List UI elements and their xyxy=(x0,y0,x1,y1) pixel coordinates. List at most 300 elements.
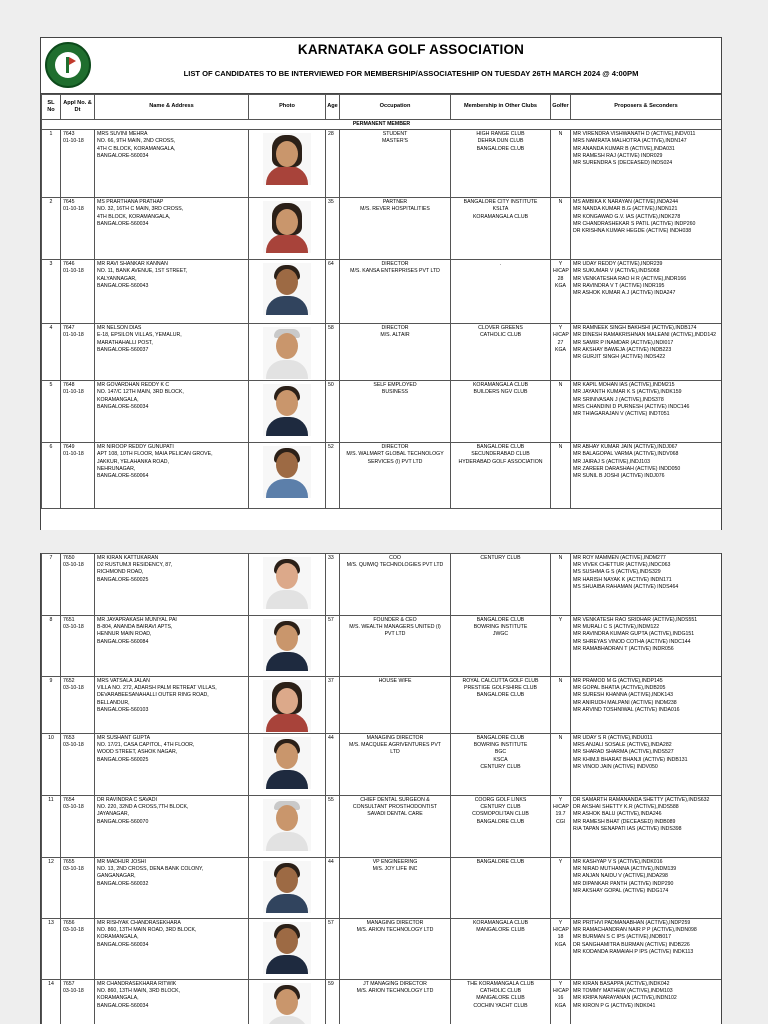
name-address-cell xyxy=(95,796,249,858)
occupation-line: M/S. ALTAIR xyxy=(380,332,410,339)
age-cell: 52 xyxy=(326,443,340,509)
application-number: 7647 xyxy=(63,325,75,332)
proposers-cell xyxy=(571,858,722,919)
occupation-cell xyxy=(340,677,451,734)
proposer-line: MR KHIMJI BHARAT BHANJI (ACTIVE) INDB131 xyxy=(573,756,688,763)
column-header: Appl No. & Dt xyxy=(61,95,95,120)
proposer-line: MR ASHOK KUMAR A.J (ACTIVE) INDA247 xyxy=(573,290,676,297)
proposer-line: MR ASHOK BALU (ACTIVE),INDA246 xyxy=(573,811,662,818)
proposers-cell xyxy=(571,734,722,796)
address-line: BANGALORE-560070 xyxy=(97,818,149,825)
serial-number-cell: 8 xyxy=(42,616,61,677)
club-line: COORG GOLF LINKS xyxy=(474,797,527,803)
photo-cell xyxy=(249,324,326,381)
section-title: PERMANENT MEMBER xyxy=(42,120,722,130)
occupation-cell xyxy=(340,919,451,980)
golfer-line: KGA xyxy=(555,346,566,353)
proposer-line: MR NANDA KUMAR B.G (ACTIVE),INDN121 xyxy=(573,206,678,213)
occupation-cell xyxy=(340,130,451,198)
name-address-cell xyxy=(95,198,249,260)
proposers-cell xyxy=(571,919,722,980)
application-number: 7653 xyxy=(63,735,75,741)
address-line: BELLANDUR, xyxy=(97,699,130,706)
golfer-line: CGl xyxy=(556,818,565,825)
application-number: 7649 xyxy=(63,444,75,451)
application-date: 01-10-18 xyxy=(63,268,84,275)
photo-cell xyxy=(249,260,326,324)
golfer-line: 16 xyxy=(557,995,564,1002)
application-number: 7652 xyxy=(63,678,75,684)
proposer-line: MR GOPAL BHATIA (ACTIVE),INDB205 xyxy=(573,685,666,692)
address-line: 4TH C BLOCK, KORAMANGALA, xyxy=(97,145,176,152)
address-line: BANGALORE-560064 xyxy=(97,473,149,480)
photo-cell xyxy=(249,858,326,919)
other-clubs-cell xyxy=(451,796,551,858)
golfer-cell xyxy=(551,554,571,616)
other-clubs-cell xyxy=(451,919,551,980)
address-line: MR GOVARDHAN REDDY K C xyxy=(97,382,170,389)
table-row xyxy=(42,677,722,734)
proposer-line: MR GURJIT SINGH (ACTIVE) INDS422 xyxy=(573,354,666,361)
address-line: KORAMANGALA, xyxy=(97,934,139,941)
golfer-cell xyxy=(551,130,571,198)
club-line: KSLTA xyxy=(492,206,509,213)
name-address-cell xyxy=(95,919,249,980)
address-line: JAKKUR, YELAHANKA ROAD, xyxy=(97,458,169,465)
address-line: BANGALORE-560025 xyxy=(97,576,149,583)
golfer-line: Y xyxy=(558,325,563,332)
occupation-cell xyxy=(340,443,451,509)
golfer-line: Y xyxy=(558,261,563,268)
golfer-line: H/CAP xyxy=(553,927,569,934)
proposer-line: MR KONGAWAD G.V. IAS (ACTIVE),INDK278 xyxy=(573,213,681,220)
address-line: MR RISHYAK CHANDRASEKHARA xyxy=(97,920,181,926)
candidate-photo xyxy=(263,557,311,609)
proposer-line: MR THIAGARAJAN V (ACTIVE) INDT051 xyxy=(573,411,670,418)
table-row xyxy=(42,554,722,616)
golfer-cell xyxy=(551,324,571,381)
occupation-line: COO xyxy=(389,555,401,561)
application-cell xyxy=(61,324,95,381)
proposers-cell xyxy=(571,260,722,324)
photo-cell xyxy=(249,796,326,858)
golfer-line: Y xyxy=(558,859,563,865)
occupation-line: SAVADI DENTAL CARE xyxy=(367,811,423,818)
application-number: 7657 xyxy=(63,981,75,987)
proposer-line: MR VENKATESH RAO SRIDHAR (ACTIVE),INDS551 xyxy=(573,617,698,623)
proposer-line: MR SRINIVASAN J (ACTIVE),INDS378 xyxy=(573,396,664,403)
address-line: NEHRUNAGAR, xyxy=(97,465,136,472)
address-line: BANGALORE-560034 xyxy=(97,403,149,410)
golfer-cell xyxy=(551,616,571,677)
occupation-line: M/S. JOY LIFE INC xyxy=(372,866,418,873)
club-line: CENTURY CLUB xyxy=(480,555,521,561)
candidate-photo xyxy=(263,133,311,185)
candidate-photo xyxy=(263,983,311,1024)
name-address-cell xyxy=(95,443,249,509)
club-line: HIGH RANGE CLUB xyxy=(476,131,525,138)
candidates-table-continued xyxy=(41,553,722,1024)
golfer-cell xyxy=(551,677,571,734)
candidate-photo xyxy=(263,327,311,379)
table-row xyxy=(42,796,722,858)
serial-number-cell: 9 xyxy=(42,677,61,734)
proposer-line: MR UDAY S R (ACTIVE),INDU011 xyxy=(573,735,653,741)
age-cell: 28 xyxy=(326,130,340,198)
age-cell: 44 xyxy=(326,734,340,796)
other-clubs-cell xyxy=(451,734,551,796)
other-clubs-cell xyxy=(451,260,551,324)
name-address-cell xyxy=(95,554,249,616)
proposers-cell xyxy=(571,130,722,198)
application-cell xyxy=(61,796,95,858)
address-line: GANGANAGAR, xyxy=(97,873,136,880)
club-line: BANGALORE CLUB xyxy=(476,444,525,451)
column-header: Name & Address xyxy=(95,95,249,120)
proposer-line: MR DINESH RAMAKRISHNAN MALEANI (ACTIVE),INDD142 xyxy=(573,332,716,339)
name-address-cell xyxy=(95,980,249,1024)
proposers-cell xyxy=(571,198,722,260)
proposer-line: MRS CHANDINI D PURNESH (ACTIVE) INDC146 xyxy=(573,403,690,410)
address-line: MR MADHUR JOSHI xyxy=(97,859,146,865)
candidates-table xyxy=(41,94,722,509)
serial-number-cell: 14 xyxy=(42,980,61,1024)
proposer-line: MR VIVEK CHETTUR (ACTIVE),INDC063 xyxy=(573,562,671,569)
proposer-line: MR ANIRUDH MALPANI (ACTIVE) INDM238 xyxy=(573,699,677,706)
golfer-cell xyxy=(551,734,571,796)
address-line: APT 108, 10TH FLOOR, MAIA PELICAN GROVE, xyxy=(97,451,213,458)
proposer-line: MR JAIRAJ S (ACTIVE),INDJ103 xyxy=(573,458,650,465)
age-cell: 33 xyxy=(326,554,340,616)
age-cell: 57 xyxy=(326,616,340,677)
address-line: E-18, EPSILON VILLAS, YEMALUR, xyxy=(97,332,182,339)
proposer-line: MR AKSHAY GOPAL (ACTIVE) INDG174 xyxy=(573,887,669,894)
application-number: 7650 xyxy=(63,555,75,561)
application-cell xyxy=(61,198,95,260)
application-date: 03-10-18 xyxy=(63,685,84,692)
application-date: 03-10-18 xyxy=(63,804,84,811)
application-cell xyxy=(61,919,95,980)
golfer-line: Y xyxy=(558,617,563,623)
golfer-line: KGA xyxy=(555,941,566,948)
proposer-line: DR AKSHAI SHETTY K.R (ACTIVE),INDS588 xyxy=(573,804,679,811)
golfer-line: 27 xyxy=(557,339,564,346)
section-row xyxy=(42,120,722,130)
other-clubs-cell xyxy=(451,616,551,677)
club-line: CATHOLIC CLUB xyxy=(479,988,522,995)
table-row xyxy=(42,198,722,260)
club-line: COSMOPOLITAN CLUB xyxy=(472,811,529,818)
column-header: SL No xyxy=(42,95,61,120)
occupation-line: CONSULTANT PROSTHODONTIST xyxy=(352,804,438,811)
proposer-line: MR PRITHVI PADMANABHAN (ACTIVE),INDP259 xyxy=(573,920,691,926)
club-line: DEHRA DUN CLUB xyxy=(477,138,524,145)
address-line: MRS VATSALA JALAN xyxy=(97,678,150,684)
proposer-line: MR BURMAN S C IPS (ACTIVE),INDB017 xyxy=(573,934,672,941)
proposer-line: MR SUNIL B JOSHI (ACTIVE) INDJ076 xyxy=(573,473,665,480)
proposer-line: MR VIRENDRA VISHWANATH D (ACTIVE),INDV011 xyxy=(573,131,696,138)
occupation-line: SERVICES (I) PVT LTD xyxy=(367,458,423,465)
occupation-line: MANAGING DIRECTOR xyxy=(366,920,424,926)
name-address-cell xyxy=(95,677,249,734)
page-title: KARNATAKA GOLF ASSOCIATION xyxy=(297,42,525,57)
age-cell: 58 xyxy=(326,324,340,381)
serial-number-cell: 6 xyxy=(42,443,61,509)
other-clubs-cell xyxy=(451,980,551,1024)
age-cell: 35 xyxy=(326,198,340,260)
club-line: BANGALORE CITY INSTITUTE xyxy=(463,199,538,206)
address-line: B-804, ANANDA BAIRAVI APTS, xyxy=(97,624,173,631)
club-line: KORAMANGALA CLUB xyxy=(472,382,529,389)
club-line: BOWRING INSTITUTE xyxy=(473,742,528,749)
proposer-line: MR SUKUMAR V (ACTIVE),INDS068 xyxy=(573,268,660,275)
age-cell: 44 xyxy=(326,858,340,919)
table-row xyxy=(42,443,722,509)
proposer-line: DR SANGHAMITRA BURMAN (ACTIVE) INDB226 xyxy=(573,941,690,948)
application-date: 03-10-18 xyxy=(63,866,84,873)
occupation-line: JT MANAGING DIRECTOR xyxy=(363,981,427,987)
proposers-cell xyxy=(571,443,722,509)
proposer-line: MS AMBIKA K NARAYAN (ACTIVE),INDA244 xyxy=(573,199,679,206)
proposer-line: MR ROY MAMMEN (ACTIVE),INDM277 xyxy=(573,555,666,561)
occupation-line: M/S. MACQUEE AGRIVENTURES PVT xyxy=(349,742,441,749)
other-clubs-cell xyxy=(451,858,551,919)
application-cell xyxy=(61,980,95,1024)
proposer-line: MR ZAREER DARASHAH (ACTIVE) INDD050 xyxy=(573,465,681,472)
photo-cell xyxy=(249,198,326,260)
application-number: 7645 xyxy=(63,199,75,206)
application-date: 01-10-18 xyxy=(63,138,84,145)
occupation-line: M/S. REVER HOSPITALITIES xyxy=(360,206,430,213)
address-line: BANGALORE-560043 xyxy=(97,282,149,289)
table-row xyxy=(42,381,722,443)
occupation-line: PVT LTD xyxy=(384,631,406,638)
document-header xyxy=(41,37,721,94)
club-line: KORAMANGALA CLUB xyxy=(472,213,529,220)
proposer-line: MR RAMABHADRAN T (ACTIVE) INDR056 xyxy=(573,645,674,652)
occupation-line: M/S. QUIWIQ TECHNOLOGIES PVT LTD xyxy=(346,562,444,569)
golfer-cell xyxy=(551,443,571,509)
occupation-cell xyxy=(340,554,451,616)
application-number: 7655 xyxy=(63,859,75,865)
club-line: BANGALORE CLUB xyxy=(476,617,525,623)
golfer-line: 19.7 xyxy=(555,811,566,818)
application-cell xyxy=(61,260,95,324)
club-line: KORAMANGALA CLUB xyxy=(472,920,529,926)
proposer-line: MR RAMACHANDRAN NAIR P P (ACTIVE),INDN098 xyxy=(573,927,697,934)
proposer-line: MR SHREYAS VINOD COTHA (ACTIVE) INDC144 xyxy=(573,638,691,645)
candidate-photo xyxy=(263,619,311,671)
proposer-line: MR KASHYAP V S (ACTIVE),INDK016 xyxy=(573,859,663,865)
golfer-cell xyxy=(551,980,571,1024)
photo-cell xyxy=(249,443,326,509)
proposers-cell xyxy=(571,554,722,616)
club-line: KSCA xyxy=(493,756,508,763)
application-number: 7646 xyxy=(63,261,75,268)
other-clubs-cell xyxy=(451,554,551,616)
address-line: BANGALORE-560034 xyxy=(97,1002,149,1009)
golfer-line: N xyxy=(558,382,563,389)
photo-cell xyxy=(249,980,326,1024)
occupation-line: M/S. WALMART GLOBAL TECHNOLOGY xyxy=(346,451,444,458)
proposer-line: MR SURENDRA S (DECEASED) INDS024 xyxy=(573,160,673,167)
proposer-line: MR KIRAN BASAPPA (ACTIVE),INDK042 xyxy=(573,981,670,987)
address-line: JAYANAGAR, xyxy=(97,811,130,818)
golfer-line: N xyxy=(558,678,563,684)
golfer-line: 28 xyxy=(557,275,564,282)
application-date: 03-10-18 xyxy=(63,562,84,569)
golfer-cell xyxy=(551,858,571,919)
proposers-cell xyxy=(571,980,722,1024)
proposer-line: MR HARISH NAYAK K (ACTIVE) INDN171 xyxy=(573,576,672,583)
club-line: CLOVER GREENS xyxy=(478,325,523,332)
club-line: MANGALORE CLUB xyxy=(476,927,525,934)
name-address-cell xyxy=(95,260,249,324)
name-address-cell xyxy=(95,324,249,381)
application-cell xyxy=(61,616,95,677)
proposer-line: MR AKSHAY BAWEJA (ACTIVE) INDB223 xyxy=(573,346,672,353)
candidate-photo xyxy=(263,680,311,732)
application-cell xyxy=(61,443,95,509)
address-line: BANGALORE-560025 xyxy=(97,756,149,763)
golfer-cell xyxy=(551,796,571,858)
photo-cell xyxy=(249,616,326,677)
application-number: 7654 xyxy=(63,797,75,803)
club-line: . xyxy=(499,261,502,268)
club-line: JWGC xyxy=(492,631,509,638)
application-number: 7648 xyxy=(63,382,75,389)
serial-number-cell: 12 xyxy=(42,858,61,919)
club-line: BANGALORE CLUB xyxy=(476,735,525,741)
address-line: NO. 66, 9TH MAIN, 2ND CROSS, xyxy=(97,138,176,145)
occupation-line: M/S. KANSA ENTERPRISES PVT LTD xyxy=(350,268,440,275)
proposer-line: MR JAYANTH KUMAR K S (ACTIVE),INDK159 xyxy=(573,389,682,396)
application-date: 01-10-18 xyxy=(63,389,84,396)
age-cell: 37 xyxy=(326,677,340,734)
table-header-row xyxy=(42,95,722,120)
application-cell xyxy=(61,130,95,198)
document-page-2 xyxy=(40,553,722,1024)
proposer-line: MR KODANDA RAMAIAH P IPS (ACTIVE) INDK113 xyxy=(573,948,694,955)
golfer-cell xyxy=(551,260,571,324)
table-row xyxy=(42,616,722,677)
occupation-line: M/S. ARION TECHNOLOGY LTD xyxy=(356,988,434,995)
serial-number-cell: 7 xyxy=(42,554,61,616)
club-line: BOWRING INSTITUTE xyxy=(473,624,528,631)
proposer-line: MRS ANJALI SOSALE (ACTIVE),INDA282 xyxy=(573,742,672,749)
occupation-cell xyxy=(340,980,451,1024)
address-line: MR RAVI SHANKAR KANNAN xyxy=(97,261,168,268)
name-address-cell xyxy=(95,616,249,677)
address-line: MR JAYAPRAKASH MUNIYAL PAI xyxy=(97,617,177,623)
table-row xyxy=(42,130,722,198)
proposers-cell xyxy=(571,324,722,381)
occupation-line: PARTNER xyxy=(382,199,408,206)
proposer-line: MR KRIPA NARAYANAN (ACTIVE),INDN102 xyxy=(573,995,677,1002)
application-date: 03-10-18 xyxy=(63,927,84,934)
proposer-line: DR SAMARTH RAMANANDA SHETTY (ACTIVE),INDS632 xyxy=(573,797,710,803)
address-line: KORAMANGALA, xyxy=(97,396,139,403)
table-row xyxy=(42,980,722,1024)
club-line: BGC xyxy=(494,749,507,756)
proposers-cell xyxy=(571,796,722,858)
golfer-line: H/CAP xyxy=(553,988,569,995)
serial-number-cell: 5 xyxy=(42,381,61,443)
golfer-line: N xyxy=(558,444,563,451)
candidate-photo xyxy=(263,201,311,253)
column-header: Golfer xyxy=(551,95,571,120)
golfer-line: Y xyxy=(558,920,563,926)
address-line: MRS SUVINI MEHRA xyxy=(97,131,148,138)
address-line: MARATHAHALLI POST, xyxy=(97,339,153,346)
proposer-line: MRS NAMRATA MALHOTRA (ACTIVE),INDN147 xyxy=(573,138,687,145)
address-line: MS PRARTHANA PRATHAP xyxy=(97,199,164,206)
club-line: CENTURY CLUB xyxy=(480,763,521,770)
proposers-cell xyxy=(571,616,722,677)
serial-number-cell: 13 xyxy=(42,919,61,980)
serial-number-cell: 10 xyxy=(42,734,61,796)
serial-number-cell: 11 xyxy=(42,796,61,858)
application-number: 7651 xyxy=(63,617,75,623)
address-line: KORAMANGALA, xyxy=(97,995,139,1002)
candidate-photo xyxy=(263,446,311,498)
application-number: 7656 xyxy=(63,920,75,926)
club-line: BANGALORE CLUB xyxy=(476,692,525,699)
address-line: MR KIRAN KATTUKARAN xyxy=(97,555,159,561)
proposer-line: MR SHARAD SHARMA (ACTIVE),INDS527 xyxy=(573,749,674,756)
occupation-line: BUSINESS xyxy=(381,389,409,396)
address-line: NO. 220, 32ND A CROSS,7TH BLOCK, xyxy=(97,804,189,811)
occupation-line: STUDENT xyxy=(382,131,408,138)
photo-cell xyxy=(249,919,326,980)
address-line: HENNUR MAIN ROAD, xyxy=(97,631,152,638)
occupation-cell xyxy=(340,324,451,381)
address-line: NO. 13, 2ND CROSS, DENA BANK COLONY, xyxy=(97,866,204,873)
golfer-line: Y xyxy=(558,981,563,987)
occupation-cell xyxy=(340,796,451,858)
golfer-line: H/CAP xyxy=(553,268,569,275)
golfer-line: 18 xyxy=(557,934,564,941)
proposer-line: MR ANANDA KUMAR B (ACTIVE),INDA031 xyxy=(573,145,675,152)
proposer-line: MR DIPANKAR PANTH (ACTIVE) INDP290 xyxy=(573,880,674,887)
proposers-cell xyxy=(571,381,722,443)
club-line: SECUNDERABAD CLUB xyxy=(471,451,530,458)
occupation-line: MANAGING DIRECTOR xyxy=(366,735,424,741)
application-date: 01-10-18 xyxy=(63,206,84,213)
other-clubs-cell xyxy=(451,381,551,443)
proposer-line: DR KRISHNA KUMAR HEGDE (ACTIVE) INDH038 xyxy=(573,228,692,235)
address-line: NO. 17/21, CASA CAPITOL, 4TH FLOOR, xyxy=(97,742,195,749)
occupation-line: SELF EMPLOYED xyxy=(373,382,417,389)
address-line: MR NELSON DIAS xyxy=(97,325,142,332)
address-line: NO. 860, 13TH MAIN, 3RD BLOCK, xyxy=(97,988,181,995)
occupation-cell xyxy=(340,616,451,677)
other-clubs-cell xyxy=(451,130,551,198)
application-cell xyxy=(61,858,95,919)
address-line: RICHMOND ROAD, xyxy=(97,569,144,576)
occupation-cell xyxy=(340,858,451,919)
address-line: MR SUSHANT GUPTA xyxy=(97,735,151,741)
occupation-line: MASTER'S xyxy=(381,138,409,145)
club-line: BANGALORE CLUB xyxy=(476,145,525,152)
address-line: NO. 860, 13TH MAIN ROAD, 3RD BLOCK, xyxy=(97,927,197,934)
document-page-1 xyxy=(40,37,722,530)
occupation-line: LTD xyxy=(390,749,400,756)
address-line: D2 RUSTUMJI RESIDENCY, 87, xyxy=(97,562,173,569)
occupation-cell xyxy=(340,260,451,324)
occupation-line: FOUNDER & CEO xyxy=(373,617,417,623)
occupation-line: M/S. WEALTH MANAGERS UNITED (I) xyxy=(349,624,441,631)
